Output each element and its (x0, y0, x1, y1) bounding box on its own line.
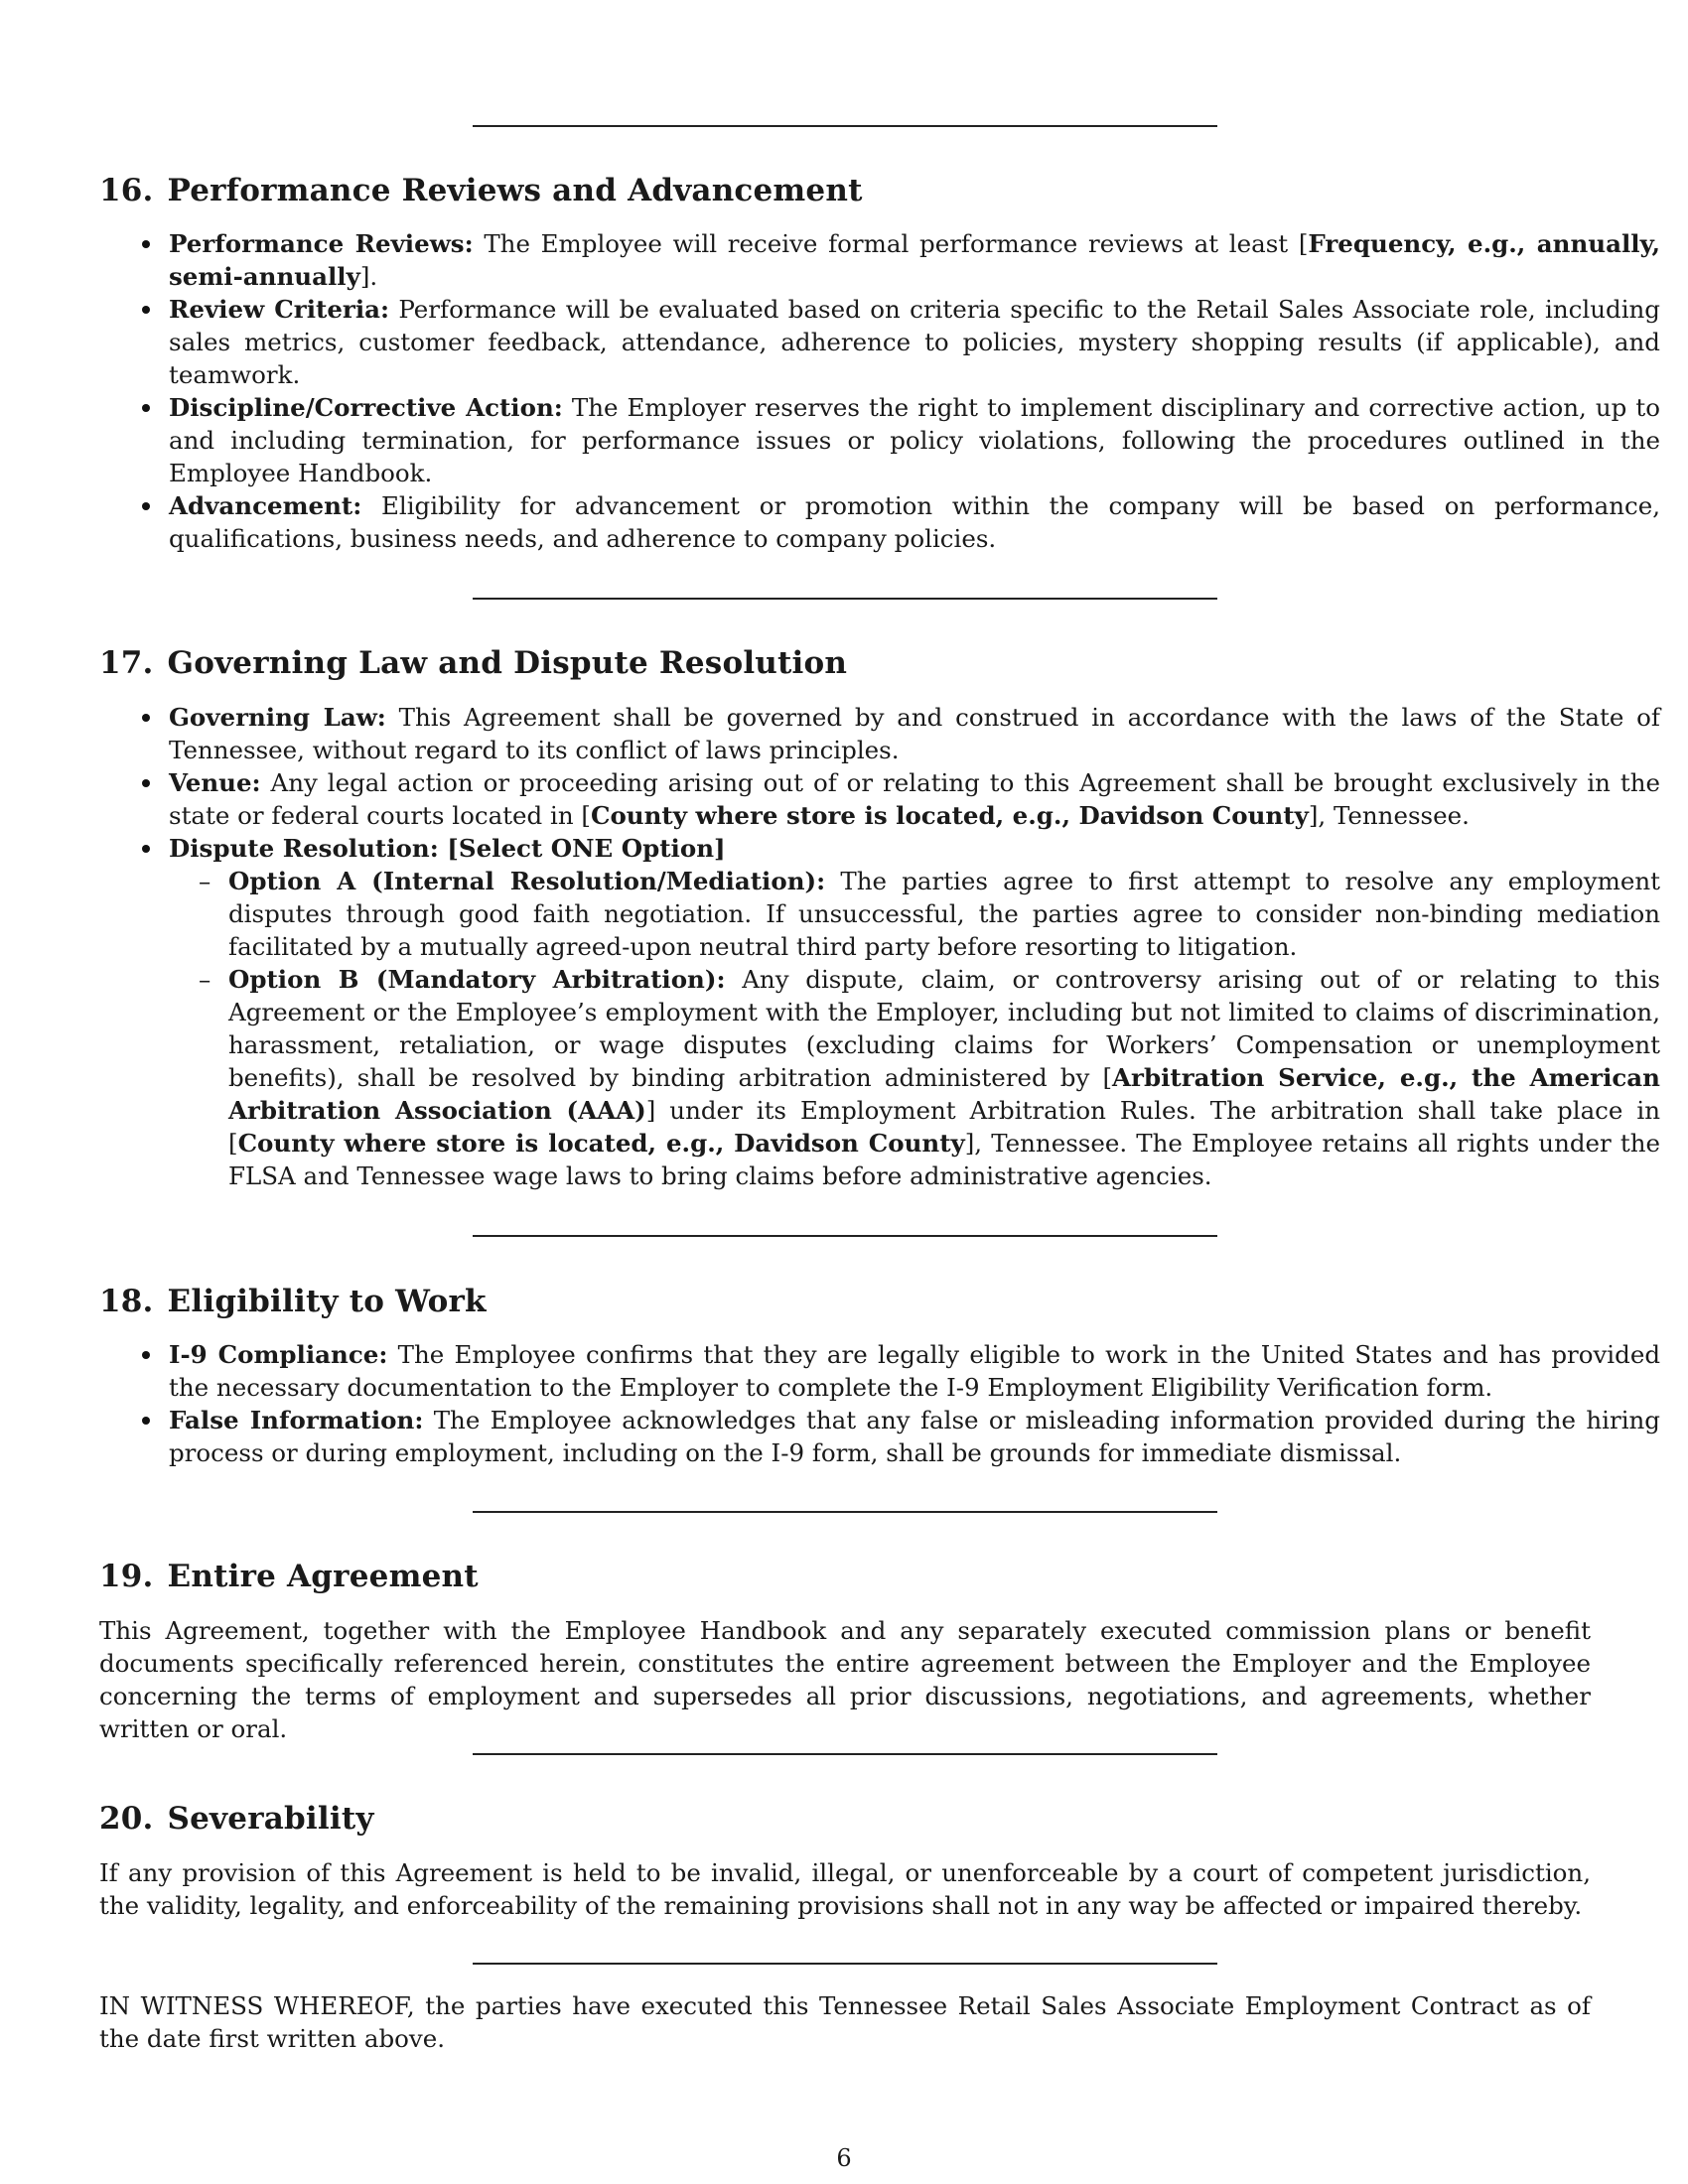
section-19-heading: 19. Entire Agreement (99, 1559, 479, 1594)
section-20-body: If any provision of this Agreement is held to be invalid, illegal, or unenforceable by a court of competent jurisdiction, the validity, legality, and enforceability of the remaining provisions shall not in any way be affected or impaired thereby. (99, 1858, 1591, 1920)
page-number: 6 (836, 2144, 852, 2172)
section-divider (473, 598, 1217, 600)
witness-clause: IN WITNESS WHEREOF, the parties have executed this Tennessee Retail Sales Associate Employment Contract as of the date first written above. (99, 1991, 1591, 2053)
section-divider (473, 125, 1217, 127)
list-item: False Information: The Employee acknowledges that any false or misleading information provided during the hiring process or during employment, including on the I-9 form, shall be grounds for immediate dismissal. (169, 1406, 1660, 1467)
list-item: Dispute Resolution: [Select ONE Option] – Option A (Internal Resolution/Mediation): The parties agree to first attempt to resolve any employment disputes through good faith negotiation. If unsuccessful, the parties agree to consider non-binding mediation facilitated by a mutually agreed-upon neutral third party before resorting to litigation. – Option B (Mandatory Arbitration): Any dispute, claim, or controversy arising out of or relating to this Agreement or the Employee’s employment with the Employer, including but not limited to claims of discrimination, harassment, retaliation, or wage disputes (excluding claims for Workers’ Compensation or unemployment benefits), shall be resolved by binding arbitration administered by [Arbitration Service, e.g., the American Arbitration Association (AAA)] under its Employment Arbitration Rules. The arbitration shall take place in [County where store is located, e.g., Davidson County], Tennessee. The Employee retains all rights under the FLSA and Tennessee wage laws to bring claims before administrative agencies. (169, 832, 1660, 1192)
list-item: Review Criteria: Performance will be evaluated based on criteria specific to the Retail Sales Associate role, including sales metrics, customer feedback, attendance, adherence to policies, mystery shopping results (if applicable), and teamwork. (169, 295, 1660, 389)
section-divider (473, 1963, 1217, 1965)
section-divider (473, 1511, 1217, 1513)
section-16-list (99, 227, 1660, 555)
list-item: Advancement: Eligibility for advancement or promotion within the company will be based on performance, qualifications, business needs, and adherence to company policies. (169, 491, 1660, 553)
list-item: Performance Reviews: The Employee will receive formal performance reviews at least [Frequency, e.g., annually, semi-annually]. (169, 229, 1660, 291)
list-item: Governing Law: This Agreement shall be governed by and construed in accordance with the laws of the State of Tennessee, without regard to its conflict of laws principles. (169, 703, 1660, 764)
dispute-options-list (169, 865, 1660, 1192)
list-item: Venue: Any legal action or proceeding arising out of or relating to this Agreement shall be brought exclusively in the state or federal courts located in [County where store is located, e.g., Davidson County], Tennessee. (169, 768, 1660, 830)
section-16-heading: 16. Performance Reviews and Advancement (99, 173, 863, 208)
list-item: Discipline/Corrective Action: The Employer reserves the right to implement disciplinary and corrective action, up to and including termination, for performance issues or policy violations, following the procedures outlined in the Employee Handbook. (169, 393, 1660, 487)
option-item: – Option A (Internal Resolution/Mediation): The parties agree to first attempt to resolve any employment disputes through good faith negotiation. If unsuccessful, the parties agree to consider non-binding mediation facilitated by a mutually agreed-upon neutral third party before resorting to litigation. (228, 865, 1660, 963)
section-17-list (99, 701, 1660, 1192)
section-18-heading: 18. Eligibility to Work (99, 1284, 487, 1319)
section-divider (473, 1753, 1217, 1755)
option-item: – Option B (Mandatory Arbitration): Any dispute, claim, or controversy arising out of or relating to this Agreement or the Employee’s employment with the Employer, including but not limited to claims of discrimination, harassment, retaliation, or wage disputes (excluding claims for Workers’ Compensation or unemployment benefits), shall be resolved by binding arbitration administered by [Arbitration Service, e.g., the American Arbitration Association (AAA)] under its Employment Arbitration Rules. The arbitration shall take place in [County where store is located, e.g., Davidson County], Tennessee. The Employee retains all rights under the FLSA and Tennessee wage laws to bring claims before administrative agencies. (228, 963, 1660, 1192)
section-divider (473, 1235, 1217, 1237)
section-17-heading: 17. Governing Law and Dispute Resolution (99, 645, 848, 681)
section-19-body: This Agreement, together with the Employee Handbook and any separately executed commission plans or benefit documents specifically referenced herein, constitutes the entire agreement between the Employer and the Employee concerning the terms of employment and supersedes all prior discussions, negotiations, and agreements, whether written or oral. (99, 1616, 1591, 1743)
section-20-heading: 20. Severability (99, 1801, 374, 1837)
list-item: I-9 Compliance: The Employee confirms that they are legally eligible to work in the United States and has provided the necessary documentation to the Employer to complete the I-9 Employment Eligibility Verification form. (169, 1340, 1661, 1402)
section-18-list (99, 1338, 1660, 1469)
